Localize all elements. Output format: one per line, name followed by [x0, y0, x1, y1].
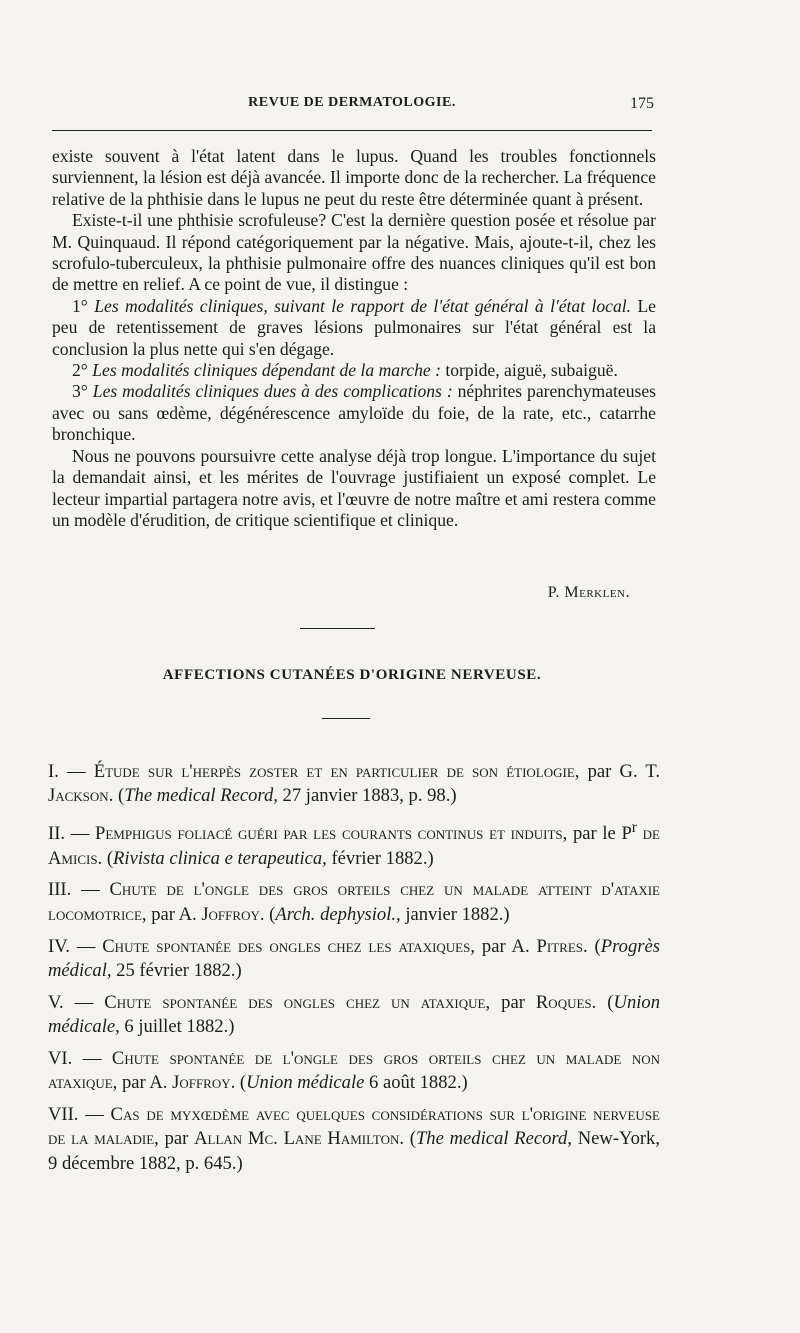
item-italic: Les modalités cliniques, suivant le rapport de l'état général à l'état local. — [94, 295, 632, 316]
ref-journal: Arch. dephysiol., — [275, 903, 401, 925]
ref-journal: The medical Record, — [124, 785, 278, 807]
reference-item: VII. — Cas de myxœdème avec quelques considérations sur l'origine nerveuse de la maladie, par Allan Mc. Lane Hamilton. (The medical Record, New-York, 9 décembre 1882, p. 645.) — [48, 1103, 661, 1174]
ref-title: — Chute spontanée des ongles chez un ataxique, — [74, 991, 491, 1013]
reference-item: IV. — Chute spontanée des ongles chez les ataxiques, par A. Pitres. (Progrès médical, 25 février 1882.) — [48, 935, 660, 981]
ref-title: — Chute spontanée de l'ongle des gros orteils chez un malade non ataxique, — [48, 1047, 660, 1094]
section-title-rule — [322, 718, 370, 719]
ref-author: G. T. Jackson. — [48, 761, 661, 807]
reference-list — [48, 760, 660, 1183]
ref-author: Pitres. — [536, 935, 588, 957]
running-title: REVUE DE DERMATOLOGIE. — [248, 95, 456, 110]
ref-number: I. — [48, 761, 59, 782]
ref-title: — Pemphigus foliacé guéri par les courants continus et induits, — [70, 823, 568, 845]
ref-date: 27 janvier 1883, p. 98.) — [282, 785, 457, 807]
paragraph-1: existe souvent à l'état latent dans le lupus. Quand les troubles fonctionnels surviennent, la lésion est déjà avancée. Il importe donc de la rechercher. La fréquence relative de la phthisie dans le lupus ne peut du reste être déterminée quant à présent. — [52, 146, 656, 209]
paragraph-4 — [52, 360, 656, 381]
ref-by: par — [587, 761, 612, 782]
ref-journal: Progrès médical, — [48, 935, 660, 981]
header-rule — [52, 130, 652, 131]
ref-author: Joffroy. — [201, 903, 265, 925]
reference-item: II. — Pemphigus foliacé guéri par les courants continus et induits, par le $P^r$ de Amicis. (Rivista clinica e terapeutica, février 1882.) — [48, 819, 660, 869]
ref-author: Roques. — [535, 991, 597, 1013]
section-title: AFFECTIONS CUTANÉES D'ORIGINE NERVEUSE. — [162, 667, 542, 683]
ref-date: 6 juillet 1882.) — [124, 1016, 235, 1038]
ref-by: par — [164, 1128, 189, 1150]
item-italic: Les modalités cliniques dépendant de la marche : — [92, 360, 441, 381]
item-number: 1° — [72, 295, 88, 316]
paragraph-2: Existe-t-il une phthisie scrofuleuse? C'est la dernière question posée et résolue par M. Quinquaud. Il répond catégoriquement par la négative. Mais, ajoute-t-il, chez les scrofulo-tuberculeux, la phthisie pulmonaire offre des nuances cliniques qu'il est bon de mettre en relief. A ce point de vue, il distingue : — [52, 210, 656, 295]
ref-date: janvier 1882.) — [405, 903, 510, 925]
ref-journal: The medical Record, — [415, 1128, 572, 1150]
paragraph-5 — [52, 381, 656, 445]
running-head — [52, 95, 652, 117]
signature — [52, 584, 630, 602]
reference-item: III. — Chute de l'ongle des gros orteils chez un malade atteint d'ataxie locomotrice, par A. Joffroy. (Arch. dephysiol., janvier 1882.) — [48, 879, 661, 925]
ref-date: 25 février 1882.) — [116, 959, 242, 981]
ref-number: V. — [48, 991, 64, 1013]
ref-number: VI. — [48, 1047, 73, 1069]
ref-author: de Amicis. — [48, 823, 660, 869]
ref-title: — Chute de l'ongle des gros orteils chez un malade atteint d'ataxie locomotrice, — [48, 879, 661, 925]
reference-item: VI. — Chute spontanée de l'ongle des gros orteils chez un malade non ataxique, par A. Joffroy. (Union médicale 6 août 1882.) — [48, 1047, 660, 1094]
item-text: torpide, aiguë, subaiguë. — [445, 360, 618, 381]
ref-title: — Étude sur l'herpès zoster et en particulier de son étiologie, — [67, 761, 580, 782]
ref-title: — Cas de myxœdème avec quelques considérations sur l'origine nerveuse de la maladie, — [48, 1103, 660, 1150]
ref-number: IV. — [48, 935, 70, 957]
item-italic: Les modalités cliniques dues à des complications : — [92, 381, 453, 402]
ref-date: New-York, 9 décembre 1882, p. 645.) — [48, 1128, 661, 1174]
ref-by: par le — [572, 823, 616, 845]
item-text: Le peu de retentissement de graves lésions pulmonaires sur l'état général est la conclusion la plus nette qui s'en dégage. — [52, 295, 656, 359]
ref-number: VII. — [48, 1103, 79, 1125]
ref-by: par — [501, 991, 525, 1013]
item-number: 3° — [72, 381, 88, 402]
ref-journal: Rivista clinica e terapeutica, — [113, 847, 327, 869]
item-text: néphrites parenchymateuses avec ou sans œdème, dégénérescence amyloïde du foie, de la rate, etc., catarrhe bronchique. — [52, 381, 657, 445]
article-body — [52, 146, 656, 531]
ref-by: par A. — [481, 935, 530, 957]
reference-item: I. — Étude sur l'herpès zoster et en particulier de son étiologie, par G. T. Jackson. (The medical Record, 27 janvier 1883, p. 98.) — [48, 761, 661, 807]
ref-author: Joffroy. — [172, 1072, 236, 1094]
ref-author-sup: r — [631, 819, 637, 837]
page-number: 175 — [630, 95, 654, 112]
ref-journal: Union médicale — [246, 1072, 365, 1094]
ref-by: par A. — [151, 903, 197, 925]
ref-title: — Chute spontanée des ongles chez les ataxiques, — [76, 935, 476, 957]
ref-date: février 1882.) — [331, 847, 434, 869]
reference-item: V. — Chute spontanée des ongles chez un ataxique, par Roques. (Union médicale, 6 juillet 1882.) — [48, 991, 660, 1038]
signature-text: P. Merklen. — [547, 584, 630, 601]
ref-author-prefix: $P^r$ — [621, 819, 637, 845]
ref-number: III. — [48, 879, 72, 901]
ref-author: Allan Mc. Lane Hamilton. — [194, 1128, 404, 1150]
ref-by: par A. — [121, 1072, 168, 1094]
paragraph-3 — [52, 296, 656, 360]
paragraph-6: Nous ne pouvons poursuivre cette analyse déjà trop longue. L'importance du sujet la demandait ainsi, et les mérites de l'ouvrage justifiaient un exposé complet. Le lecteur impartial partagera notre avis, et l'œuvre de notre maître et ami restera comme un modèle d'érudition, de critique scientifique et clinique. — [52, 445, 656, 530]
ref-journal: Union médicale, — [48, 991, 660, 1038]
item-number: 2° — [72, 360, 88, 381]
section-divider — [300, 628, 375, 629]
ref-date: 6 août 1882.) — [369, 1072, 468, 1094]
ref-number: II. — [48, 823, 66, 845]
